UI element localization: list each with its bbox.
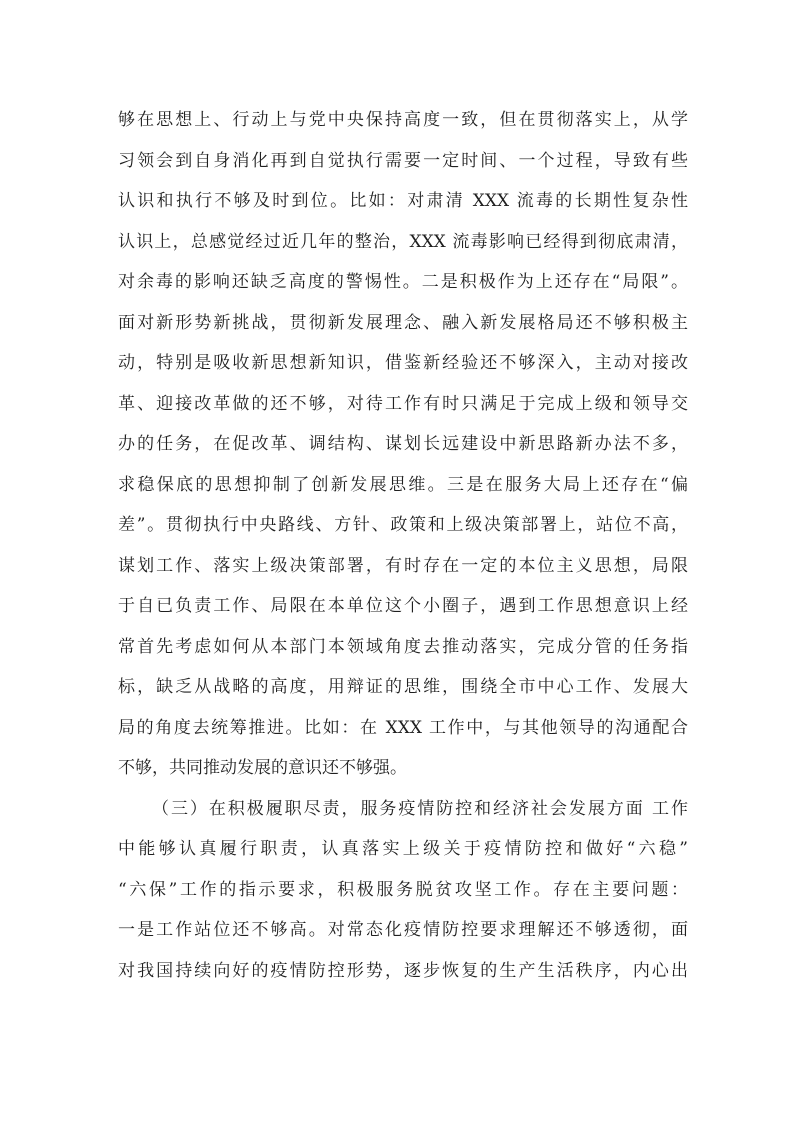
text-line: 对我国持续向好的疫情防控形势，逐步恢复的生产生活秩序，内心出	[118, 960, 688, 981]
text-line: 习领会到自身消化再到自觉执行需要一定时间、一个过程，导致有些	[118, 150, 688, 171]
text-line: 谋划工作、落实上级决策部署，有时存在一定的本位主义思想，局限	[118, 555, 688, 576]
text-line: 办的任务，在促改革、调结构、谋划长远建设中新思路新办法不多，	[118, 434, 688, 454]
text-line: 一是工作站位还不够高。对常态化疫情防控要求理解还不够透彻，面	[118, 920, 688, 940]
text-line: 于自已负责工作、局限在本单位这个小圈子，遇到工作思想意识上经	[118, 596, 688, 616]
text-line: 对余毒的影响还缺乏高度的警惕性。二是积极作为上还存在“局限”。	[118, 272, 688, 292]
text-line: 求稳保底的思想抑制了创新发展思维。三是在服务大局上还存在“偏	[118, 474, 688, 495]
body-text	[118, 100, 688, 991]
text-line: 标，缺乏从战略的高度，用辩证的思维，围绕全市中心工作、发展大	[118, 677, 688, 697]
text-line: 差”。贯彻执行中央路线、方针、政策和上级决策部署上，站位不高，	[118, 515, 688, 535]
text-line: 够在思想上、行动上与党中央保持高度一致，但在贯彻落实上，从学	[118, 110, 688, 130]
text-line: “六保”工作的指示要求，积极服务脱贫攻坚工作。存在主要问题：	[118, 879, 688, 900]
text-line: 动，特别是吸收新思想新知识，借鉴新经验还不够深入，主动对接改	[118, 353, 688, 373]
paragraph-end-line: 不够，共同推动发展的意识还不够强。	[118, 758, 407, 778]
text-line: 认识上，总感觉经过近几年的整治，XXX 流毒影响已经得到彻底肃清，	[118, 231, 688, 252]
text-line: 革、迎接改革做的还不够，对待工作有时只满足于完成上级和领导交	[118, 393, 688, 414]
text-line: 认识和执行不够及时到位。比如：对肃清 XXX 流毒的长期性复杂性	[118, 191, 688, 211]
text-line: 局的角度去统筹推进。比如：在 XXX 工作中，与其他领导的沟通配合	[118, 717, 688, 738]
text-line: 中能够认真履行职责，认真落实上级关于疫情防控和做好“六稳”	[118, 839, 688, 859]
text-line: 常首先考虑如何从本部门本领域角度去推动落实，完成分管的任务指	[118, 636, 688, 657]
section-heading-line: （三）在积极履职尽责，服务疫情防控和经济社会发展方面 工作	[152, 798, 688, 819]
text-line: 面对新形势新挑战，贯彻新发展理念、融入新发展格局还不够积极主	[118, 312, 688, 333]
